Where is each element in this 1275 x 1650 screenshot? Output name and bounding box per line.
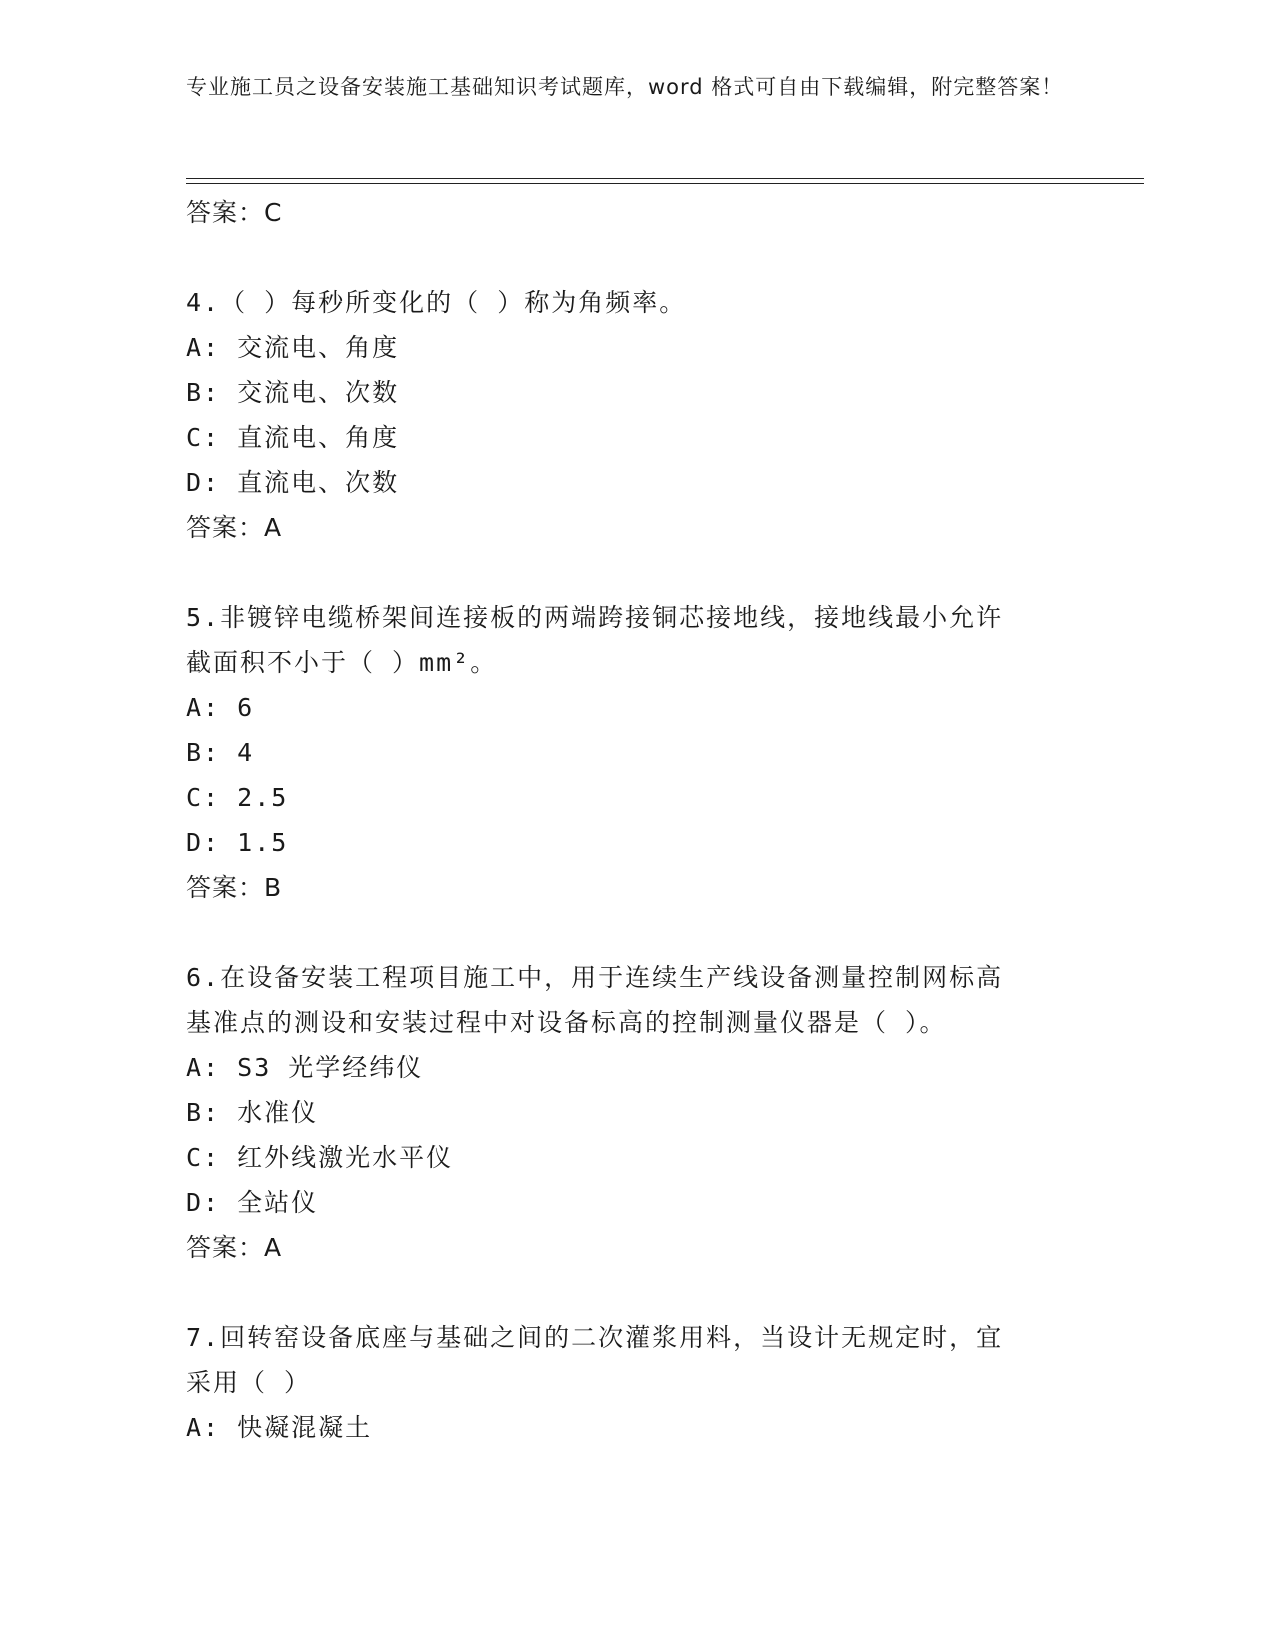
question-stem-line-1: 6.在设备安装工程项目施工中，用于连续生产线设备测量控制网标高: [186, 963, 1004, 992]
question-item: [186, 595, 1066, 910]
question-stem: 4.（ ）每秒所变化的（ ）称为角频率。: [186, 288, 687, 317]
question-stem-line-2: 采用（ ）: [186, 1368, 312, 1397]
spacer: [186, 1270, 1066, 1315]
option-a: A: S3 光学经纬仪: [186, 1053, 424, 1082]
option-b: B: 4: [186, 738, 255, 767]
header-divider-top: [186, 178, 1144, 179]
question-stem-line-2: 基准点的测设和安装过程中对设备标高的控制测量仪器是（ ）。: [186, 1008, 947, 1037]
question-stem-line-1: 7.回转窑设备底座与基础之间的二次灌浆用料，当设计无规定时，宜: [186, 1323, 1004, 1352]
option-d: D: 全站仪: [186, 1188, 319, 1217]
header-divider-bottom: [186, 183, 1144, 184]
spacer: [186, 910, 1066, 955]
answer-line: 答案：C: [186, 198, 283, 227]
option-c: C: 2.5: [186, 783, 289, 812]
document-header: 专业施工员之设备安装施工基础知识考试题库，word 格式可自由下载编辑，附完整答案！: [186, 75, 1064, 99]
spacer: [186, 235, 1066, 280]
question-stem-line-2: 截面积不小于（ ）mm²。: [186, 648, 498, 677]
answer-line: 答案：B: [186, 873, 283, 902]
option-b: B: 水准仪: [186, 1098, 319, 1127]
option-c: C: 红外线激光水平仪: [186, 1143, 454, 1172]
question-item: [186, 1315, 1066, 1450]
answer-line: 答案：A: [186, 1233, 283, 1262]
option-d: D: 直流电、次数: [186, 468, 400, 497]
option-a: A: 快凝混凝土: [186, 1413, 373, 1442]
question-item: [186, 955, 1066, 1270]
question-list: [186, 190, 1066, 1450]
spacer: [186, 550, 1066, 595]
option-c: C: 直流电、角度: [186, 423, 400, 452]
answer-line: 答案：A: [186, 513, 283, 542]
question-item: [186, 280, 1066, 550]
option-d: D: 1.5: [186, 828, 289, 857]
option-b: B: 交流电、次数: [186, 378, 400, 407]
option-a: A: 6: [186, 693, 255, 722]
question-stem-line-1: 5.非镀锌电缆桥架间连接板的两端跨接铜芯接地线，接地线最小允许: [186, 603, 1004, 632]
option-a: A: 交流电、角度: [186, 333, 400, 362]
